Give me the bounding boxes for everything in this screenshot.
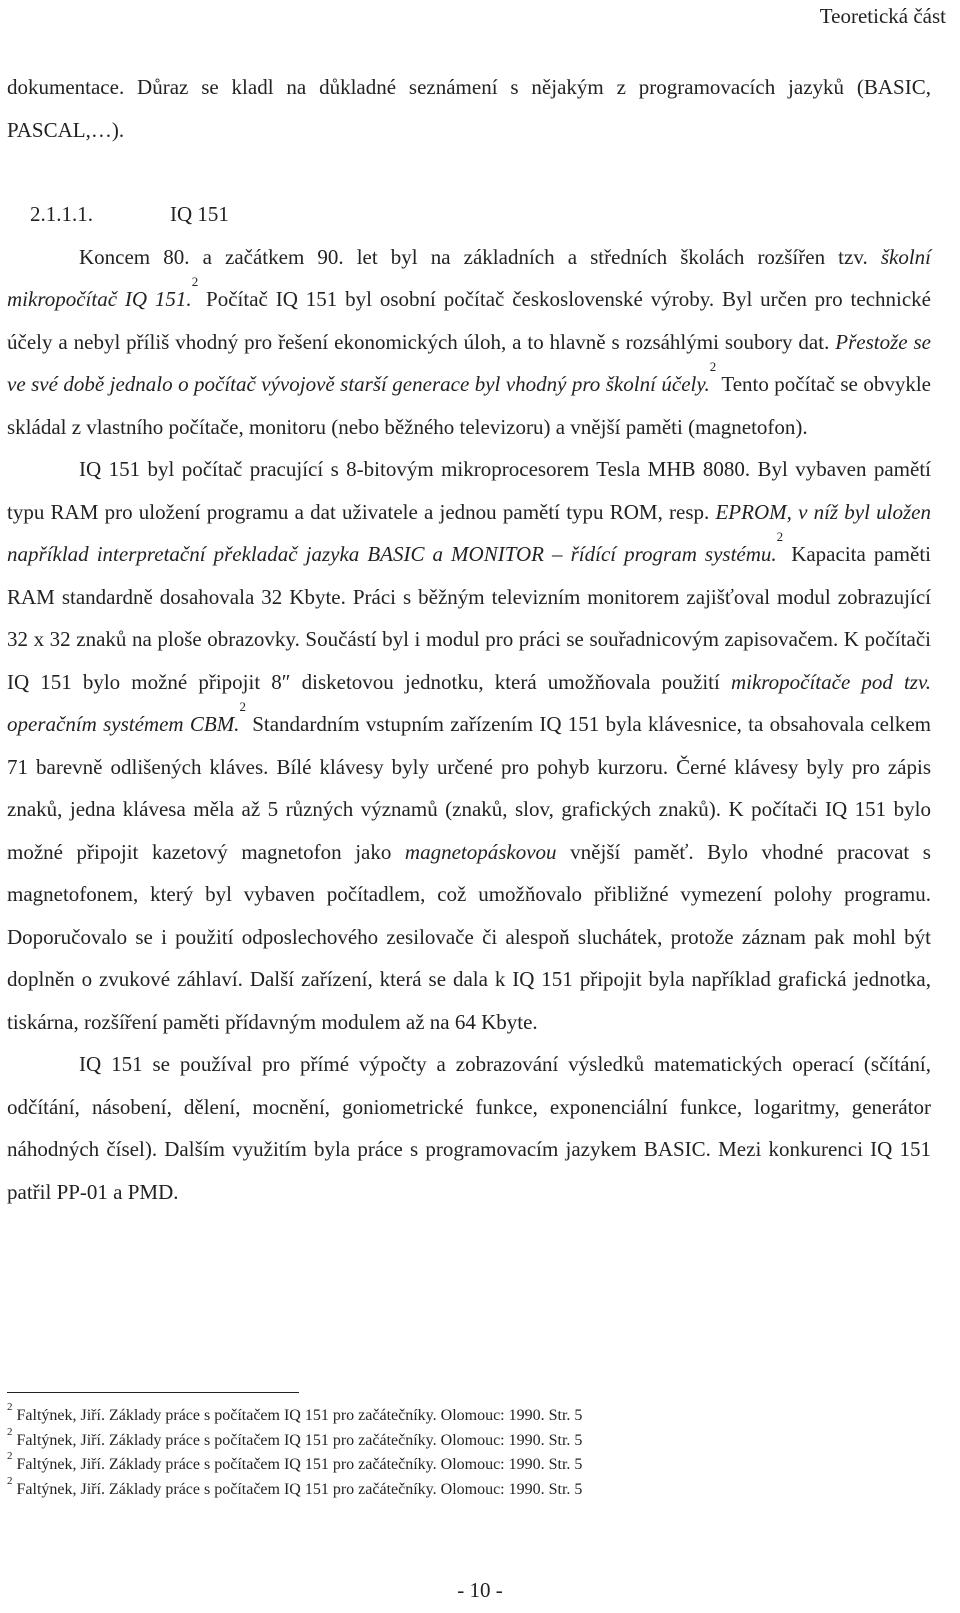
footnote-text: Faltýnek, Jiří. Základy práce s počítačem IQ 151 pro začátečníky. Olomouc: 1990. Str. 5 bbox=[12, 1480, 583, 1498]
footnote bbox=[7, 1450, 907, 1478]
footnote-text: Faltýnek, Jiří. Základy práce s počítačem IQ 151 pro začátečníky. Olomouc: 1990. Str. 5 bbox=[12, 1407, 583, 1424]
page-number: - 10 - bbox=[457, 1578, 503, 1602]
footnote bbox=[7, 1425, 907, 1454]
italic-run: EPROM, v níž byl uložen například interpretační překladač jazyka BASIC a MONITOR – řídící program systému. bbox=[7, 499, 931, 566]
italic-run: magnetopáskovou bbox=[404, 839, 557, 864]
footnote-text: Faltýnek, Jiří. Základy práce s počítačem IQ 151 pro začátečníky. Olomouc: 1990. Str. 5 bbox=[12, 1431, 583, 1449]
footnote-mark: 2 bbox=[7, 1450, 13, 1462]
footnote-mark: 2 bbox=[7, 1474, 13, 1487]
footnote-separator bbox=[7, 1392, 299, 1393]
italic-run: Přestože se ve své době jednalo o počítač vývojově starší generace byl vhodný pro školní účely. bbox=[7, 329, 931, 396]
text-run: Počítač IQ 151 byl osobní počítač československé výroby. Byl určen pro technické účely a nebyl příliš vhodný pro řešení ekonomických úloh, a to hlavně s rozsáhlými soubory dat. bbox=[7, 287, 931, 354]
footnotes bbox=[7, 1401, 907, 1502]
paragraph-2 bbox=[7, 448, 931, 1043]
footnote-ref: 2 bbox=[709, 359, 717, 374]
text-run: IQ 151 byl počítač pracující s 8-bitovým mikroprocesorem Tesla MHB 8080. Byl vybaven pamětí typu RAM pro uložení programu a dat uživatele a jednou pamětí typu ROM, resp. bbox=[7, 457, 931, 524]
text-run: Koncem 80. a začátkem 90. let byl na základních a středních školách rozšířen tzv. bbox=[79, 244, 881, 269]
paragraph-1 bbox=[7, 236, 931, 449]
footnote-ref: 2 bbox=[776, 529, 784, 544]
footnote bbox=[7, 1474, 907, 1503]
footnote-mark: 2 bbox=[7, 1401, 13, 1413]
text-run: Kapacita paměti RAM standardně dosahovala 32 Kbyte. Práci s běžným televizním monitorem zajišťoval modul zobrazující 32 x 32 znaků na ploše obrazovky. Součástí byl i modul pro práci se souřadnicovým zapisovačem. K počítači IQ 151 bylo možné připojit 8″ disketovou jednotku, která umožňovala použití bbox=[7, 542, 932, 694]
paragraph-3: IQ 151 se používal pro přímé výpočty a zobrazování výsledků matematických operací (sčítání, odčítání, násobení, dělení, mocnění, goniometrické funkce, exponenciální funkce, logaritmy, generátor náhodných čísel). Dalším využitím byla práce s programovacím jazykem BASIC. Mezi konkurenci IQ 151 patřil PP-01 a PMD. bbox=[7, 1052, 931, 1204]
italic-run: školní mikropočítač IQ 151. bbox=[7, 244, 931, 311]
text-run: vnější paměť. Bylo vhodné pracovat s magnetofonem, který byl vybaven počítadlem, což umožňovalo přibližné vymezení polohy programu. Doporučovalo se i použití odposlechového zesilovače či alespoň sluchátek, protože záznam pak mohl být doplněn o zvukové záhlaví. Další zařízení, která se dala k IQ 151 připojit byla například grafická jednotka, tiskárna, rozšíření paměti přídavným modulem až na 64 Kbyte. bbox=[7, 839, 931, 1034]
text-run: Standardním vstupním zařízením IQ 151 byla klávesnice, ta obsahovala celkem 71 barevně odlišených kláves. Bílé klávesy byly určené pro pohyb kurzoru. Černé klávesy byly pro zápis znaků, jedna klávesa měla až 5 různých významů (znaků, slov, grafických znaků). K počítači IQ 151 bylo možné připojit kazetový magnetofon jako bbox=[7, 712, 931, 864]
text-run: Tento počítač se obvykle skládal z vlastního počítače, monitoru (nebo běžného televizoru) a vnější paměti (magnetofon). bbox=[7, 372, 931, 439]
footnote-ref: 2 bbox=[239, 699, 246, 714]
intro-paragraph: dokumentace. Důraz se kladl na důkladné seznámení s nějakým z programovacích jazyků (BASIC, PASCAL,…). bbox=[7, 75, 931, 142]
section-title: IQ 151 bbox=[170, 202, 229, 226]
page-body bbox=[7, 66, 931, 1213]
section-heading bbox=[7, 193, 931, 236]
section-number: 2.1.1.1. bbox=[30, 202, 93, 226]
running-header: Teoretická část bbox=[819, 4, 946, 28]
footnote-text: Faltýnek, Jiří. Základy práce s počítačem IQ 151 pro začátečníky. Olomouc: 1990. Str. 5 bbox=[12, 1456, 583, 1473]
footnote bbox=[7, 1401, 907, 1429]
footnote-mark: 2 bbox=[7, 1425, 13, 1438]
italic-run: mikropočítače pod tzv. operačním systémem CBM. bbox=[7, 669, 931, 736]
footnote-ref: 2 bbox=[191, 274, 199, 289]
